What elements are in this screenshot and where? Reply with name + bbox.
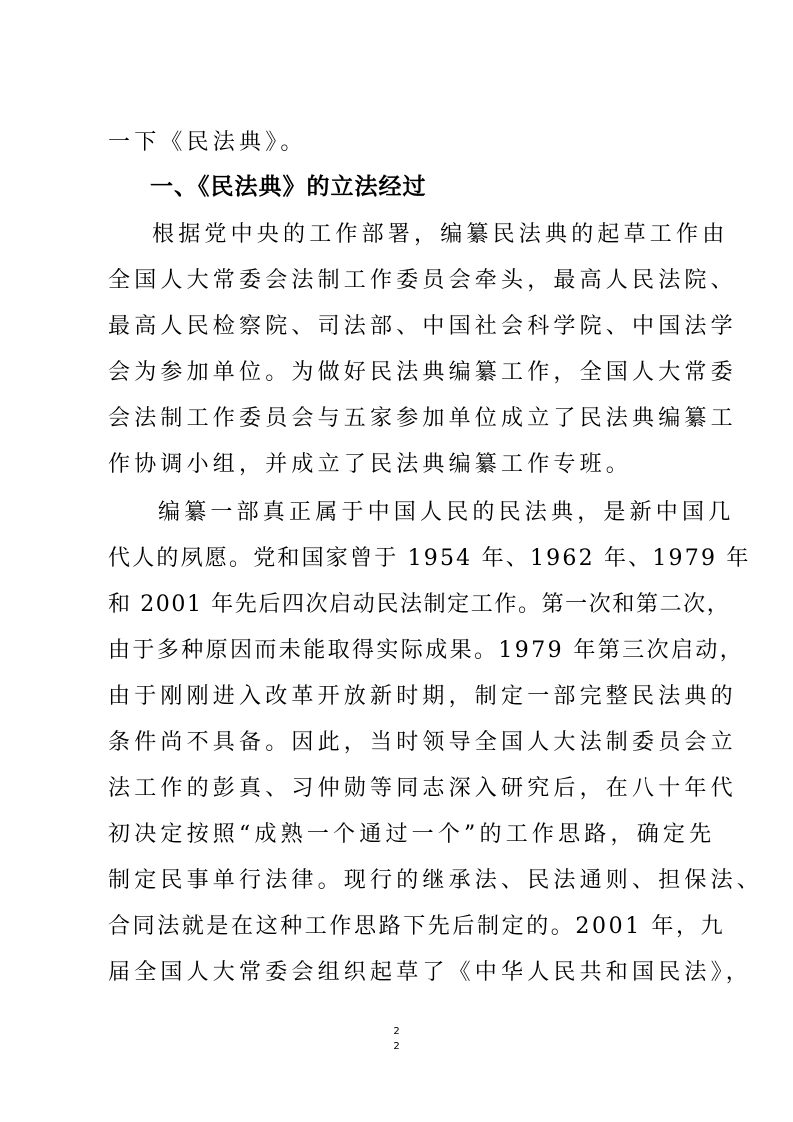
text-line: 一下《民法典》。: [108, 130, 307, 155]
text-line: 和 2001 年先后四次启动民法制定工作。第一次和第二次，: [108, 592, 731, 617]
text-line: 作协调小组，并成立了民法典编纂工作专班。: [108, 452, 633, 477]
section-heading: 一、《民法典》的立法经过: [150, 174, 427, 200]
page-number: 2: [393, 1026, 400, 1037]
page-number: 2: [393, 1041, 400, 1052]
text-line: 由于刚刚进入改革开放新时期，制定一部完整民法典的: [108, 684, 737, 709]
text-line: 条件尚不具备。因此，当时领导全国人大法制委员会立: [108, 730, 737, 755]
text-line: 全国人大常委会法制工作委员会牵头，最高人民法院、: [108, 268, 737, 293]
text-line: 代人的夙愿。党和国家曾于 1954 年、1962 年、1979 年: [108, 546, 751, 571]
text-line: 初决定按照“成熟一个通过一个”的工作思路，确定先: [108, 822, 716, 847]
text-line: 合同法就是在这种工作思路下先后制定的。2001 年，九: [108, 914, 726, 939]
text-line: 最高人民检察院、司法部、中国社会科学院、中国法学: [108, 314, 737, 339]
paragraph-first-line: 编纂一部真正属于中国人民的民法典，是新中国几: [158, 500, 735, 525]
text-line: 制定民事单行法律。现行的继承法、民法通则、担保法、: [108, 868, 764, 893]
text-line: 由于多种原因而未能取得实际成果。1979 年第三次启动，: [108, 638, 745, 663]
text-line: 法工作的彭真、习仲勋等同志深入研究后，在八十年代: [108, 776, 737, 801]
text-line: 会法制工作委员会与五家参加单位成立了民法典编纂工: [108, 406, 737, 431]
text-line: 届全国人大常委会组织起草了《中华人民共和国民法》，: [108, 960, 753, 985]
paragraph-first-line: 根据党中央的工作部署，编纂民法典的起草工作由: [152, 222, 729, 247]
text-line: 会为参加单位。为做好民法典编纂工作，全国人大常委: [108, 360, 737, 385]
